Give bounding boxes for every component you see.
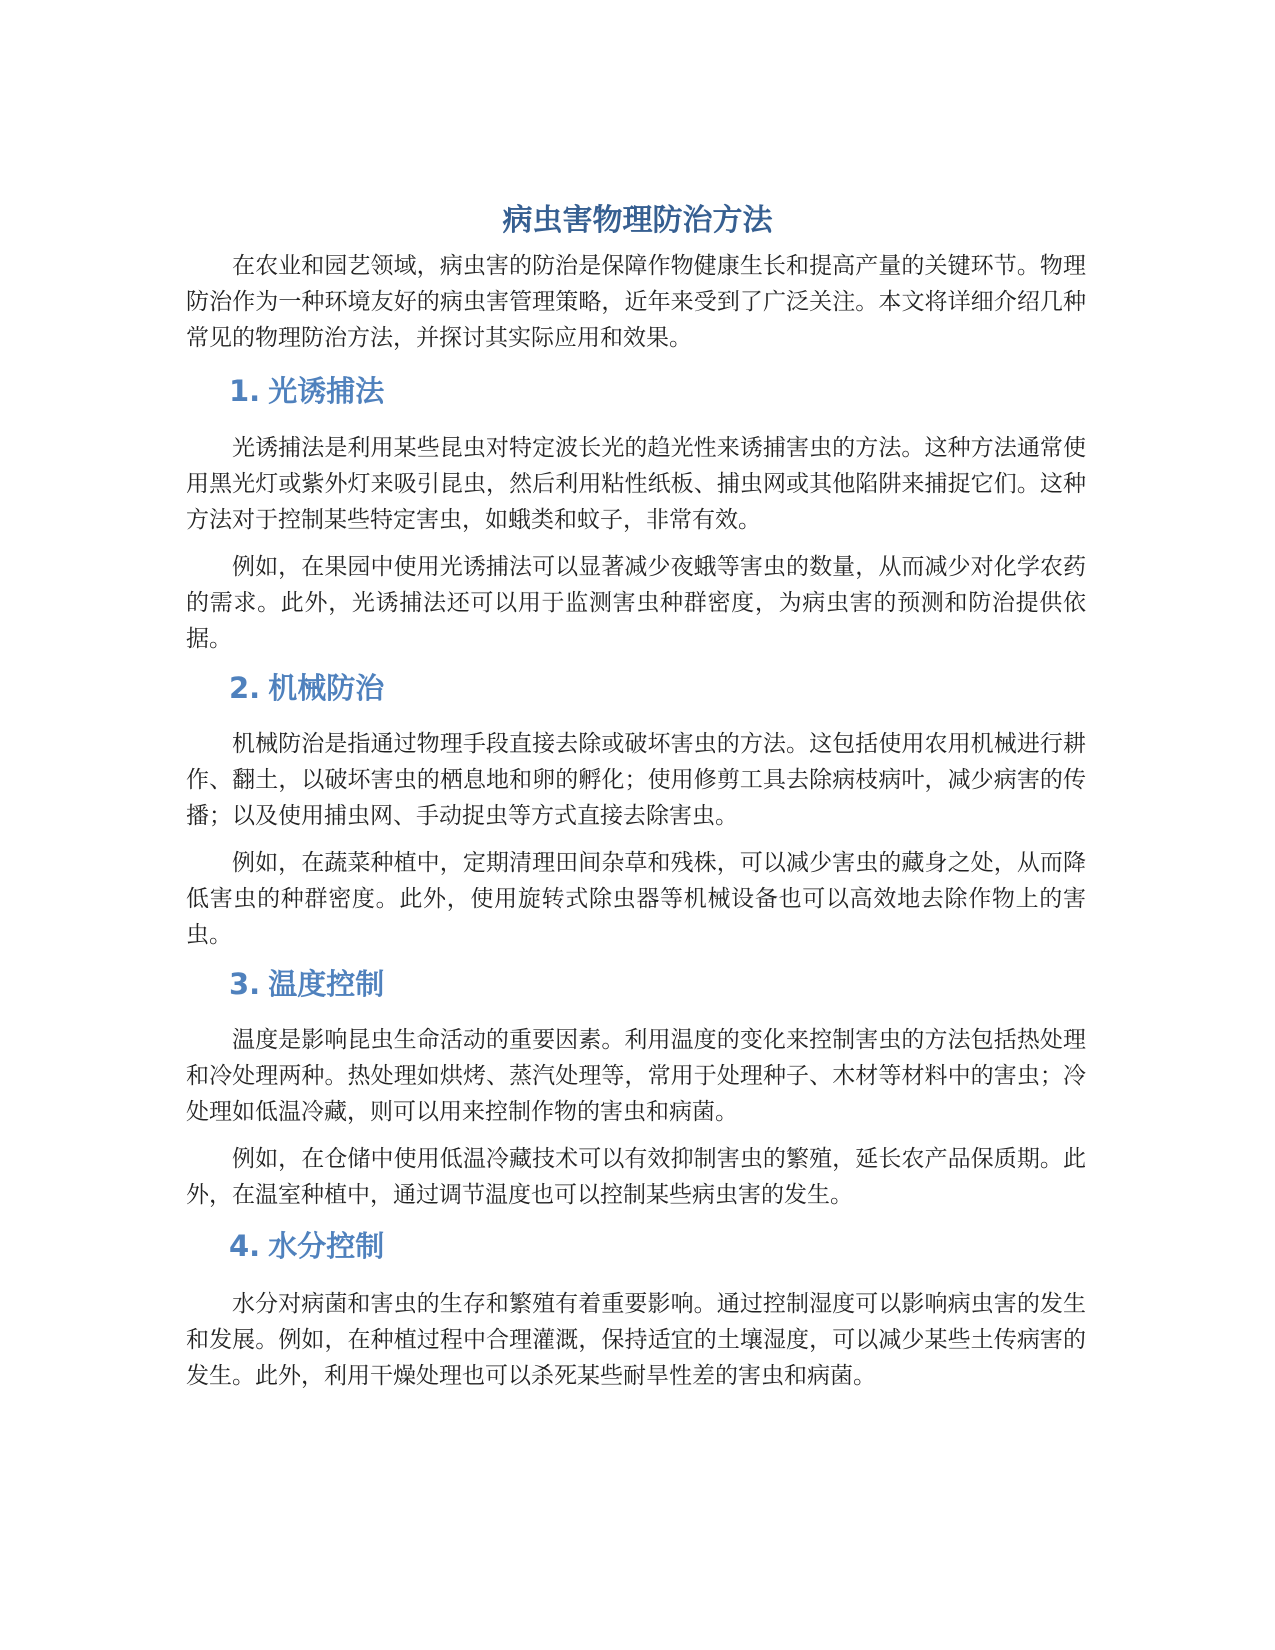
section-number: 3. xyxy=(229,967,261,1001)
section-heading-4 xyxy=(229,1226,384,1266)
section-heading-1 xyxy=(229,371,384,411)
section-title: 光诱捕法 xyxy=(268,374,385,408)
section-title: 机械防治 xyxy=(268,671,385,705)
section-number: 1. xyxy=(229,374,261,408)
document-title: 病虫害物理防治方法 xyxy=(502,203,773,238)
section-3-paragraph-1: 温度是影响昆虫生命活动的重要因素。利用温度的变化来控制害虫的方法包括热处理和冷处理两种。热处理如烘烤、蒸汽处理等，常用于处理种子、木材等材料中的害虫；冷处理如低温冷藏，则可以用来控制作物的害虫和病菌。 xyxy=(186,1027,1086,1125)
section-number: 4. xyxy=(229,1229,261,1263)
section-1-paragraph-1: 光诱捕法是利用某些昆虫对特定波长光的趋光性来诱捕害虫的方法。这种方法通常使用黑光灯或紫外灯来吸引昆虫，然后利用粘性纸板、捕虫网或其他陷阱来捕捉它们。这种方法对于控制某些特定害虫，如蛾类和蚊子，非常有效。 xyxy=(186,435,1086,533)
section-heading-2 xyxy=(229,668,384,708)
section-heading-3 xyxy=(229,964,384,1004)
section-title: 温度控制 xyxy=(268,967,385,1001)
section-4-paragraph-1: 水分对病菌和害虫的生存和繁殖有着重要影响。通过控制湿度可以影响病虫害的发生和发展。例如，在种植过程中合理灌溉，保持适宜的土壤湿度，可以减少某些土传病害的发生。此外，利用干燥处理也可以杀死某些耐旱性差的害虫和病菌。 xyxy=(186,1291,1086,1389)
section-2-paragraph-2: 例如，在蔬菜种植中，定期清理田间杂草和残株，可以减少害虫的藏身之处，从而降低害虫的种群密度。此外，使用旋转式除虫器等机械设备也可以高效地去除作物上的害虫。 xyxy=(186,850,1086,948)
section-2-paragraph-1: 机械防治是指通过物理手段直接去除或破坏害虫的方法。这包括使用农用机械进行耕作、翻土，以破坏害虫的栖息地和卵的孵化；使用修剪工具去除病枝病叶，减少病害的传播；以及使用捕虫网、手动捉虫等方式直接去除害虫。 xyxy=(186,731,1086,829)
section-1-paragraph-2: 例如，在果园中使用光诱捕法可以显著减少夜蛾等害虫的数量，从而减少对化学农药的需求。此外，光诱捕法还可以用于监测害虫种群密度，为病虫害的预测和防治提供依据。 xyxy=(186,554,1086,652)
section-number: 2. xyxy=(229,671,261,705)
section-title: 水分控制 xyxy=(268,1229,385,1263)
section-3-paragraph-2: 例如，在仓储中使用低温冷藏技术可以有效抑制害虫的繁殖，延长农产品保质期。此外，在温室种植中，通过调节温度也可以控制某些病虫害的发生。 xyxy=(186,1146,1086,1208)
intro-paragraph: 在农业和园艺领域，病虫害的防治是保障作物健康生长和提高产量的关键环节。物理防治作为一种环境友好的病虫害管理策略，近年来受到了广泛关注。本文将详细介绍几种常见的物理防治方法，并探讨其实际应用和效果。 xyxy=(186,253,1086,351)
